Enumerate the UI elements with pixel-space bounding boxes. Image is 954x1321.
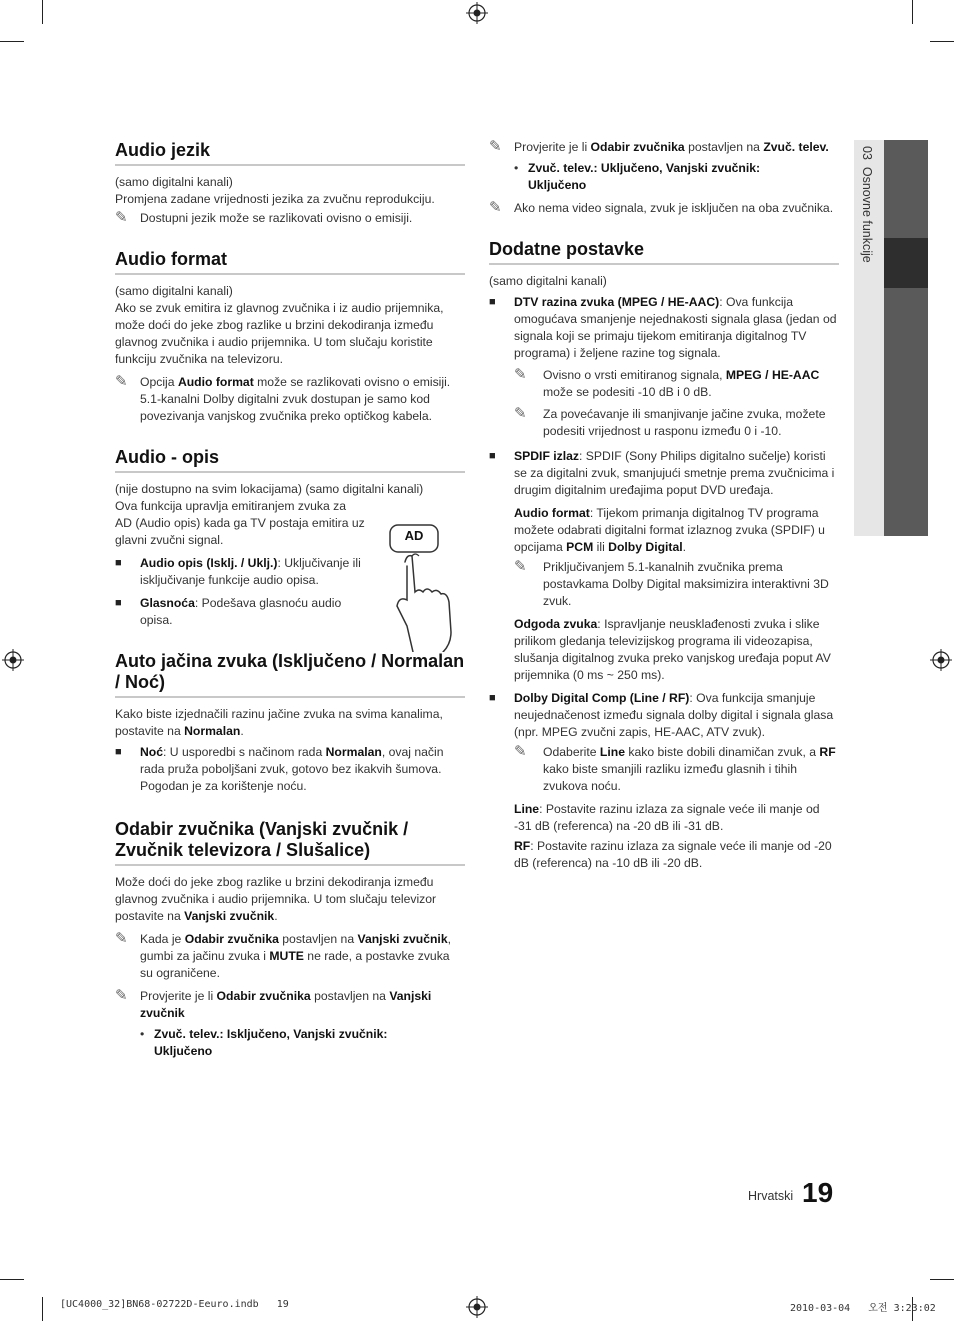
note-pencil-icon: ✎ bbox=[115, 930, 128, 947]
footer-language: Hrvatski bbox=[748, 1189, 794, 1203]
line-text: Line: Postavite razinu izlaza za signale veće ili manje od -31 dB (referenca) na -20 dB ili -31 dB. bbox=[514, 802, 820, 833]
section-title-audio-format: Audio format bbox=[115, 249, 465, 275]
note: ✎ Odaberite Line kako biste dobili dinamičan zvuk, a RF kako biste smanjili razliku između glasnih i tihih zvukova noću. bbox=[514, 743, 836, 793]
section-sub: (samo digitalni kanali) bbox=[115, 284, 233, 298]
side-tab-label bbox=[860, 146, 874, 263]
section-title-audio-opis: Audio - opis bbox=[115, 447, 465, 473]
section-text: Ova funkcija upravlja emitiranjem zvuka za AD (Audio opis) kada ga TV postaja emitira uz glavni zvučni signal. bbox=[115, 499, 365, 547]
note: ✎ Opcija Audio format može se razlikovati ovisno o emisiji. 5.1-kanalni Dolby digitalni zvuk dostupan je samo kod povezivanja vanjskog zvučnika preko optičkog kabela. bbox=[115, 373, 451, 423]
ad-button-label: AD bbox=[404, 528, 424, 543]
square-bullet-icon: ■ bbox=[489, 692, 496, 704]
bullet-item: ■ Audio opis (Isklj. / Uklj.): Uključivanje ili isključivanje funkcije audio opisa. bbox=[115, 556, 361, 587]
section-sub: (nije dostupno na svim lokacijama) (samo digitalni kanali) bbox=[115, 482, 424, 496]
note-pencil-icon: ✎ bbox=[489, 199, 502, 216]
registration-mark-icon bbox=[466, 1296, 488, 1318]
note-pencil-icon: ✎ bbox=[514, 366, 527, 383]
note-pencil-icon: ✎ bbox=[115, 987, 128, 1004]
section-text: Kako biste izjednačili razinu jačine zvuka na svima kanalima, postavite na Normalan. bbox=[115, 707, 443, 738]
side-tab-active bbox=[884, 238, 928, 288]
note-pencil-icon: ✎ bbox=[115, 373, 128, 390]
dot-bullet-icon: • bbox=[514, 161, 519, 175]
bullet-item: ■ Dolby Digital Comp (Line / RF): Ova funkcija smanjuje neujednačenost između signala dolby digital i signala glasa (npr. MPEG zvučni zapis, HE-AAC, ATV zvuk). bbox=[489, 691, 834, 739]
bullet-item: ■ SPDIF izlaz: SPDIF (Sony Philips digitalno sučelje) koristi se za digitalni zvuk, smanjujući smetnje prema zvučnicima i drugim digitalnim uređajima poput DVD uređaja. bbox=[489, 449, 835, 497]
square-bullet-icon: ■ bbox=[489, 296, 496, 308]
section-text: Može doći do jeke zbog razlike u brzini dekodiranja između glavnog zvučnika i audio prijemnika. U tom slučaju televizor postavite na Vanjski zvučnik. bbox=[115, 875, 437, 923]
dot-item: • Zvuč. telev.: Isključeno, Vanjski zvučnik: Uključeno bbox=[140, 1027, 388, 1058]
note-pencil-icon: ✎ bbox=[514, 743, 527, 760]
right-column bbox=[489, 139, 839, 872]
note: ✎ Ovisno o vrsti emitiranog signala, MPEG / HE-AAC može se podesiti -10 dB i 0 dB. bbox=[514, 366, 820, 399]
note: ✎ Kada je Odabir zvučnika postavljen na Vanjski zvučnik, gumbi za jačinu zvuka i MUTE ne rade, a postavke zvuka su ograničene. bbox=[115, 930, 451, 980]
note-pencil-icon: ✎ bbox=[514, 405, 527, 422]
registration-mark-icon bbox=[930, 649, 952, 671]
crop-mark bbox=[930, 1279, 954, 1280]
note-pencil-icon: ✎ bbox=[489, 138, 502, 155]
section-title-dodatne: Dodatne postavke bbox=[489, 239, 839, 265]
section-sub: (samo digitalni kanali) bbox=[489, 274, 607, 288]
square-bullet-icon: ■ bbox=[115, 746, 122, 758]
dot-bullet-icon: • bbox=[140, 1027, 145, 1041]
square-bullet-icon: ■ bbox=[115, 597, 122, 609]
crop-mark bbox=[912, 0, 913, 24]
note: ✎ Priključivanjem 5.1-kanalnih zvučnika prema postavkama Dolby Digital maksimizira interaktivni 3D zvuk. bbox=[514, 558, 829, 608]
note-pencil-icon: ✎ bbox=[115, 209, 128, 226]
bullet-item: ■ Glasnoća: Podešava glasnoću audio opisa. bbox=[115, 596, 342, 627]
square-bullet-icon: ■ bbox=[115, 557, 122, 569]
chapter-number: 03 bbox=[860, 146, 874, 160]
odgoda-text: Odgoda zvuka: Ispravljanje neusklađenosti zvuka i slike prilikom gledanja televizijskog programa ili videozapisa, slušanja digitalnog zvuka preko vanjskog uređaja poput AV prijemnika (0 ms ~ 250 ms). bbox=[514, 617, 831, 682]
side-tab-dark bbox=[884, 140, 928, 536]
section-text: Ako se zvuk emitira iz glavnog zvučnika i iz audio prijemnika, može doći do jeke zbog razlike u brzini dekodiranja između glavnog zvučnika i audio prijemnika. U tom slučaju koristite funkciju zvučnika na televizoru. bbox=[115, 301, 444, 366]
registration-mark-icon bbox=[2, 649, 24, 671]
note: ✎ Dostupni jezik može se razlikovati ovisno o emisiji. bbox=[115, 209, 413, 226]
page-number: 19 bbox=[802, 1177, 834, 1208]
section-title-auto: Auto jačina zvuka (Isključeno / Normalan / Noć) bbox=[115, 651, 465, 698]
crop-mark bbox=[42, 0, 43, 24]
note: ✎ Provjerite je li Odabir zvučnika postavljen na Zvuč. telev. bbox=[489, 138, 829, 155]
footer-file: [UC4000_32]BN68-02722D-Eeuro.indb 19 bbox=[60, 1299, 289, 1310]
note: ✎ Za povećavanje ili smanjivanje jačine zvuka, možete podesiti vrijednost u rasponu između 0 i -10. bbox=[514, 405, 826, 438]
crop-mark bbox=[42, 1297, 43, 1321]
side-tab bbox=[854, 140, 928, 536]
bullet-item: ■ Noć: U usporedbi s načinom rada Normalan, ovaj način rada pruža poboljšani zvuk, gotovo bez ikakvih šumova. Pogodan je za korištenje noću. bbox=[115, 745, 444, 793]
chapter-title: Osnovne funkcije bbox=[860, 166, 874, 263]
registration-mark-icon bbox=[466, 2, 488, 24]
audio-format-text: Audio format: Tijekom primanja digitalnog TV programa možete odabrati digitalni format izlaznog zvuka (SPDIF) u opcijama PCM ili Dolby Digital. bbox=[514, 506, 825, 554]
crop-mark bbox=[0, 41, 24, 42]
section-title-audio-jezik: Audio jezik bbox=[115, 140, 465, 166]
square-bullet-icon: ■ bbox=[489, 450, 496, 462]
section-title-odabir: Odabir zvučnika (Vanjski zvučnik / Zvučnik televizora / Slušalice) bbox=[115, 819, 465, 866]
note-pencil-icon: ✎ bbox=[514, 558, 527, 575]
section-text: Promjena zadane vrijednosti jezika za zvučnu reprodukciju. bbox=[115, 192, 435, 206]
bullet-item: ■ DTV razina zvuka (MPEG / HE-AAC): Ova funkcija omogućava smanjenje nejednakosti signala glasa (jedan od signala koji se primaju tijekom emitiranja digitalnog TV programa) i željene razine tog signala. bbox=[489, 295, 837, 360]
crop-mark bbox=[930, 41, 954, 42]
footer-date: 2010-03-04 오전 3:23:02 bbox=[790, 1303, 936, 1314]
note: ✎ Provjerite je li Odabir zvučnika postavljen na Vanjski zvučnik bbox=[115, 987, 432, 1020]
dot-item: • Zvuč. telev.: Uključeno, Vanjski zvučnik: Uključeno bbox=[514, 161, 761, 192]
section-sub: (samo digitalni kanali) bbox=[115, 175, 233, 189]
note: ✎ Ako nema video signala, zvuk je isključen na oba zvučnika. bbox=[489, 199, 834, 216]
crop-mark bbox=[0, 1279, 24, 1280]
rf-text: RF: Postavite razinu izlaza za signale veće ili manje od -20 dB (referenca) na -10 dB ili -20 dB. bbox=[514, 839, 832, 870]
